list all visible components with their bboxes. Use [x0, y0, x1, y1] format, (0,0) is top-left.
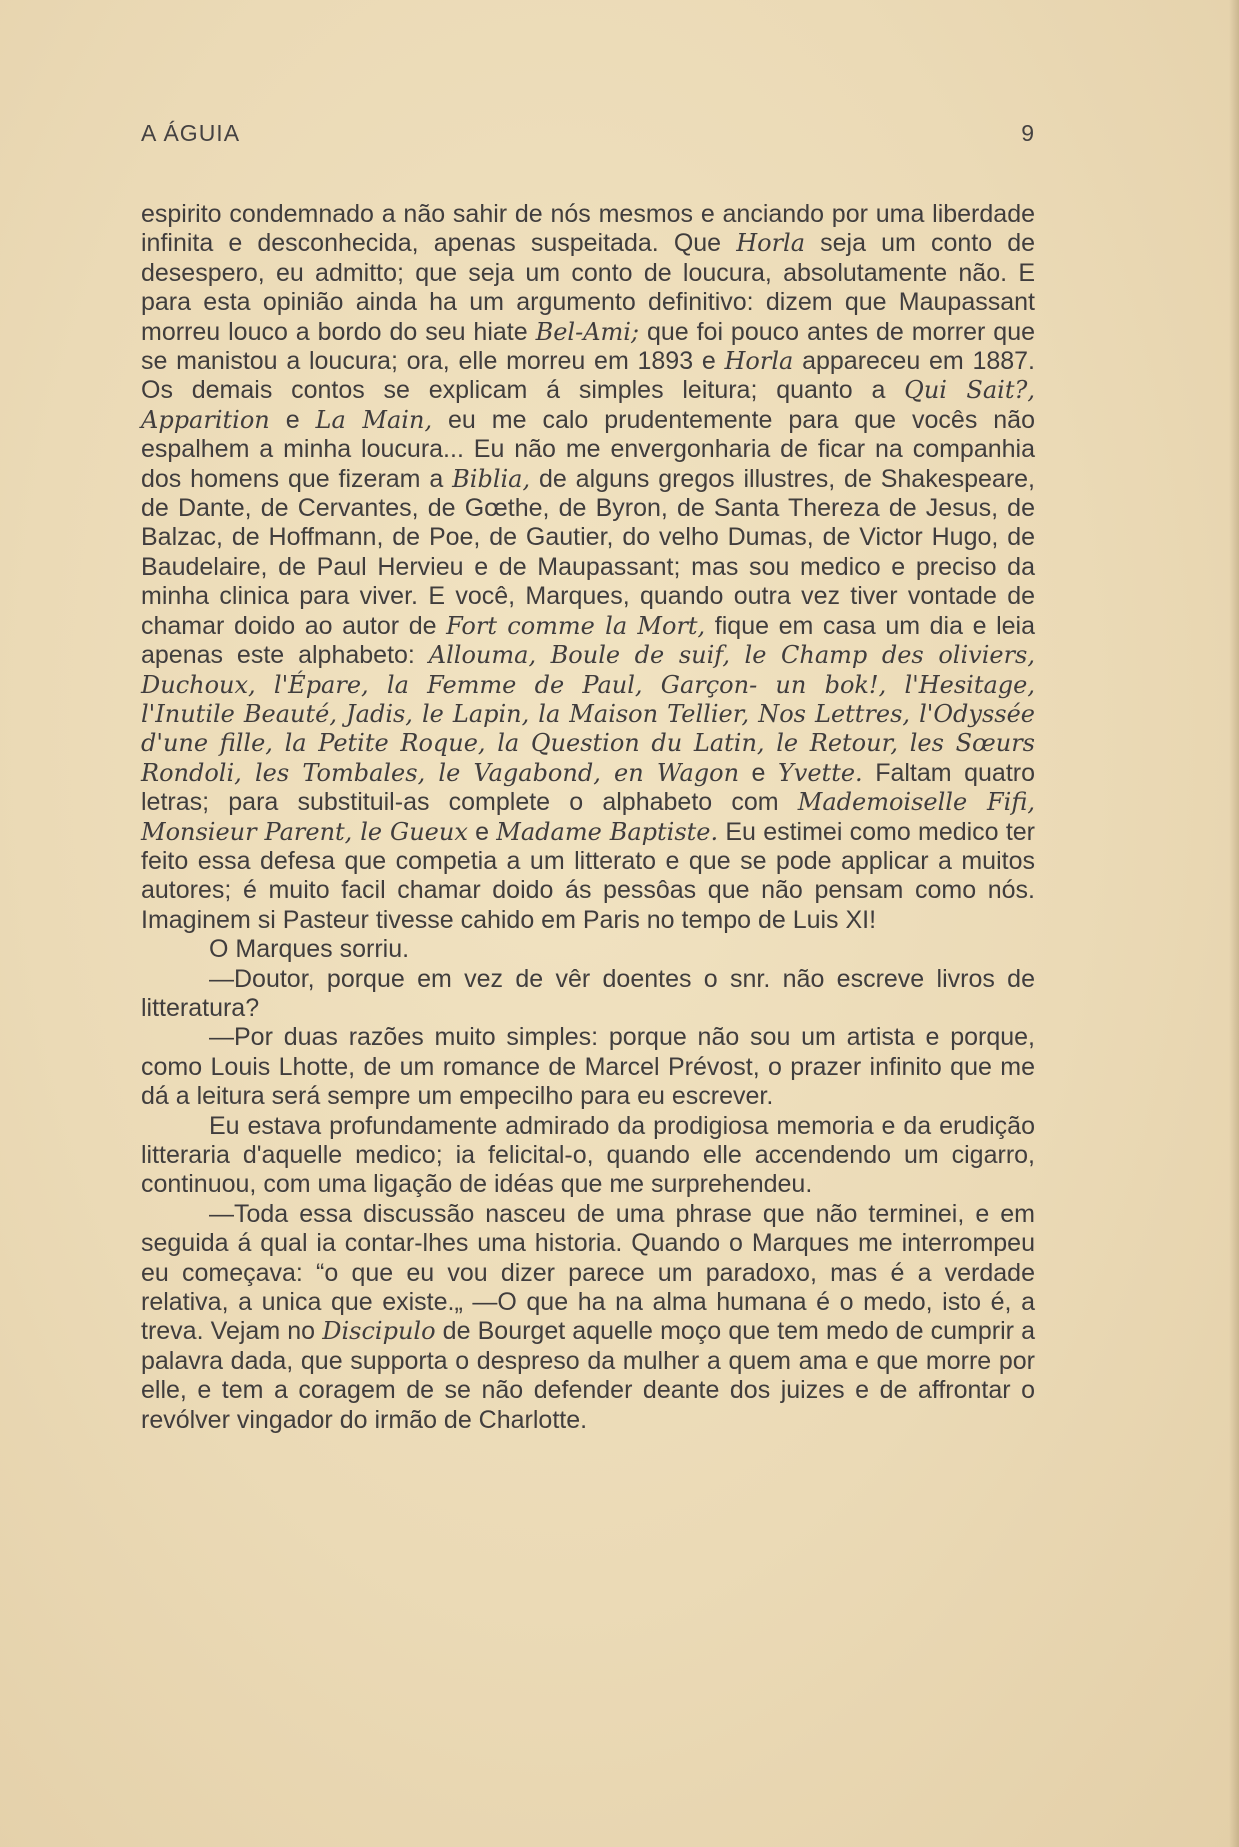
page-number: 9 [1021, 120, 1035, 146]
italic-title: Madame Baptiste. [496, 817, 719, 846]
text-run: —Por duas razões muito simples: porque não sou um artista e porque, como Louis Lhotte, de um romance de Marcel Prévost, o prazer infinito que me dá a leitura será sempre um empecilho para eu escrever. [141, 1023, 1035, 1111]
paragraph [141, 935, 1035, 964]
page-edge-shadow [1229, 0, 1239, 1847]
text-run: Faltam quatro letras; para substituil-as complete o alphabeto com [141, 758, 1035, 817]
italic-title: Apparition [141, 405, 270, 434]
italic-title: Horla [724, 347, 794, 376]
italic-title: La Main, [315, 405, 433, 434]
paragraph [141, 965, 1035, 1024]
text-run: que foi pouco antes de morrer que se manistou a loucura; ora, elle morreu em 1893 e [141, 317, 1035, 376]
text-run: e [467, 817, 497, 846]
italic-title: Qui Sait?, [904, 376, 1035, 405]
italic-title: Discipulo [322, 1317, 436, 1346]
text-run: fique em casa um dia e leia apenas este alphabeto: [141, 611, 1036, 670]
text-run: espirito condemnado a não sahir de nós mesmos e anciando por uma liberdade infinita e desconhecida, apenas suspeitada. Que [141, 200, 1035, 258]
paragraph [141, 1200, 1035, 1435]
text-run: Eu estimei como medico ter feito essa defesa que competia a um litterato e que se pode applicar a muitos autores; é muito facil chamar doido ás pessôas que não pensam como nós. Imaginem si Pasteur tivesse cahido em Paris no tempo de Luis XI! [141, 817, 1036, 934]
italic-title: Yvette. [777, 758, 863, 787]
text-run: e [739, 758, 778, 787]
text-run: de alguns gregos illustres, de Shakespeare, de Dante, de Cervantes, de Gœthe, de Byron, de Santa Thereza de Jesus, de Balzac, de Hoffmann, de Poe, de Gautier, do velho Dumas, de Victor Hugo, de Baudelaire, de Paul Hervieu e de Maupassant; mas sou medico e preciso da minha clinica para viver. E você, Marques, quando outra vez tiver vontade de chamar doido ao autor de [141, 464, 1035, 640]
text-run: e [269, 405, 316, 434]
italic-title: Mademoiselle Fifi, Monsieur Parent, le Gueux [141, 788, 1035, 846]
text-run: O Marques sorriu. [209, 935, 410, 964]
paragraph [141, 200, 1035, 935]
text-run: Eu estava profundamente admirado da prodigiosa memoria e da erudição litteraria d'aquelle medico; ia felicital-o, quando elle accendendo um cigarro, continuou, com uma ligação de idéas que me surprehendeu. [141, 1111, 1035, 1199]
italic-title: Biblia, [452, 464, 531, 493]
text-run: appareceu em 1887. Os demais contos se explicam á simples leitura; quanto a [141, 347, 1035, 405]
text-run: seja um conto de desespero, eu admitto; que seja um conto de loucura, absolutamente não. E para esta opinião ainda ha um argumento definitivo: dizem que Maupassant morreu louco a bordo do seu hiate [141, 229, 1036, 346]
text-run: eu me calo prudentemente para que vocês não espalhem a minha loucura... Eu não me envergonharia de ficar na companhia dos homens que fizeram a [141, 405, 1035, 493]
italic-title: Horla [736, 229, 806, 258]
italic-title: Fort comme la Mort, [446, 611, 706, 640]
text-run: de Bourget aquelle moço que tem medo de cumprir a palavra dada, que supporta o despreso da mulher a quem ama e que morre por elle, e tem a coragem de se não defender deante dos juizes e de affrontar o revólver vingador do irmão de Charlotte. [141, 1317, 1036, 1434]
text-run: —Doutor, porque em vez de vêr doentes o snr. não escreve livros de litteratura? [141, 964, 1035, 1022]
paragraph [141, 1112, 1035, 1200]
journal-title: A ÁGUIA [141, 120, 241, 146]
body-text [141, 200, 1035, 1435]
italic-title: Allouma, Boule de suif, le Champ des oliviers, Duchoux, l'Épare, la Femme de Paul, Garçon- un bok!, l'Hesitage, l'Inutile Beauté, Jadis, le Lapin, la Maison Tellier, Nos Lettres, l'Odyssée d'une fille, la Petite Roque, la Question du Latin, le Retour, les Sœurs Rondoli, les Tombales, le Vagabond, en Wagon [141, 641, 1035, 787]
text-run: —Toda essa discussão nasceu de uma phrase que não terminei, e em seguida á qual ia contar-lhes uma historia. Quando o Marques me interrompeu eu começava: “o que eu vou dizer parece um paradoxo, mas é a verdade relativa, a unica que existe.„ —O que ha na alma humana é o medo, isto é, a treva. Vejam no [141, 1199, 1035, 1346]
italic-title: Bel-Ami; [535, 317, 640, 346]
paragraph [141, 1023, 1035, 1111]
